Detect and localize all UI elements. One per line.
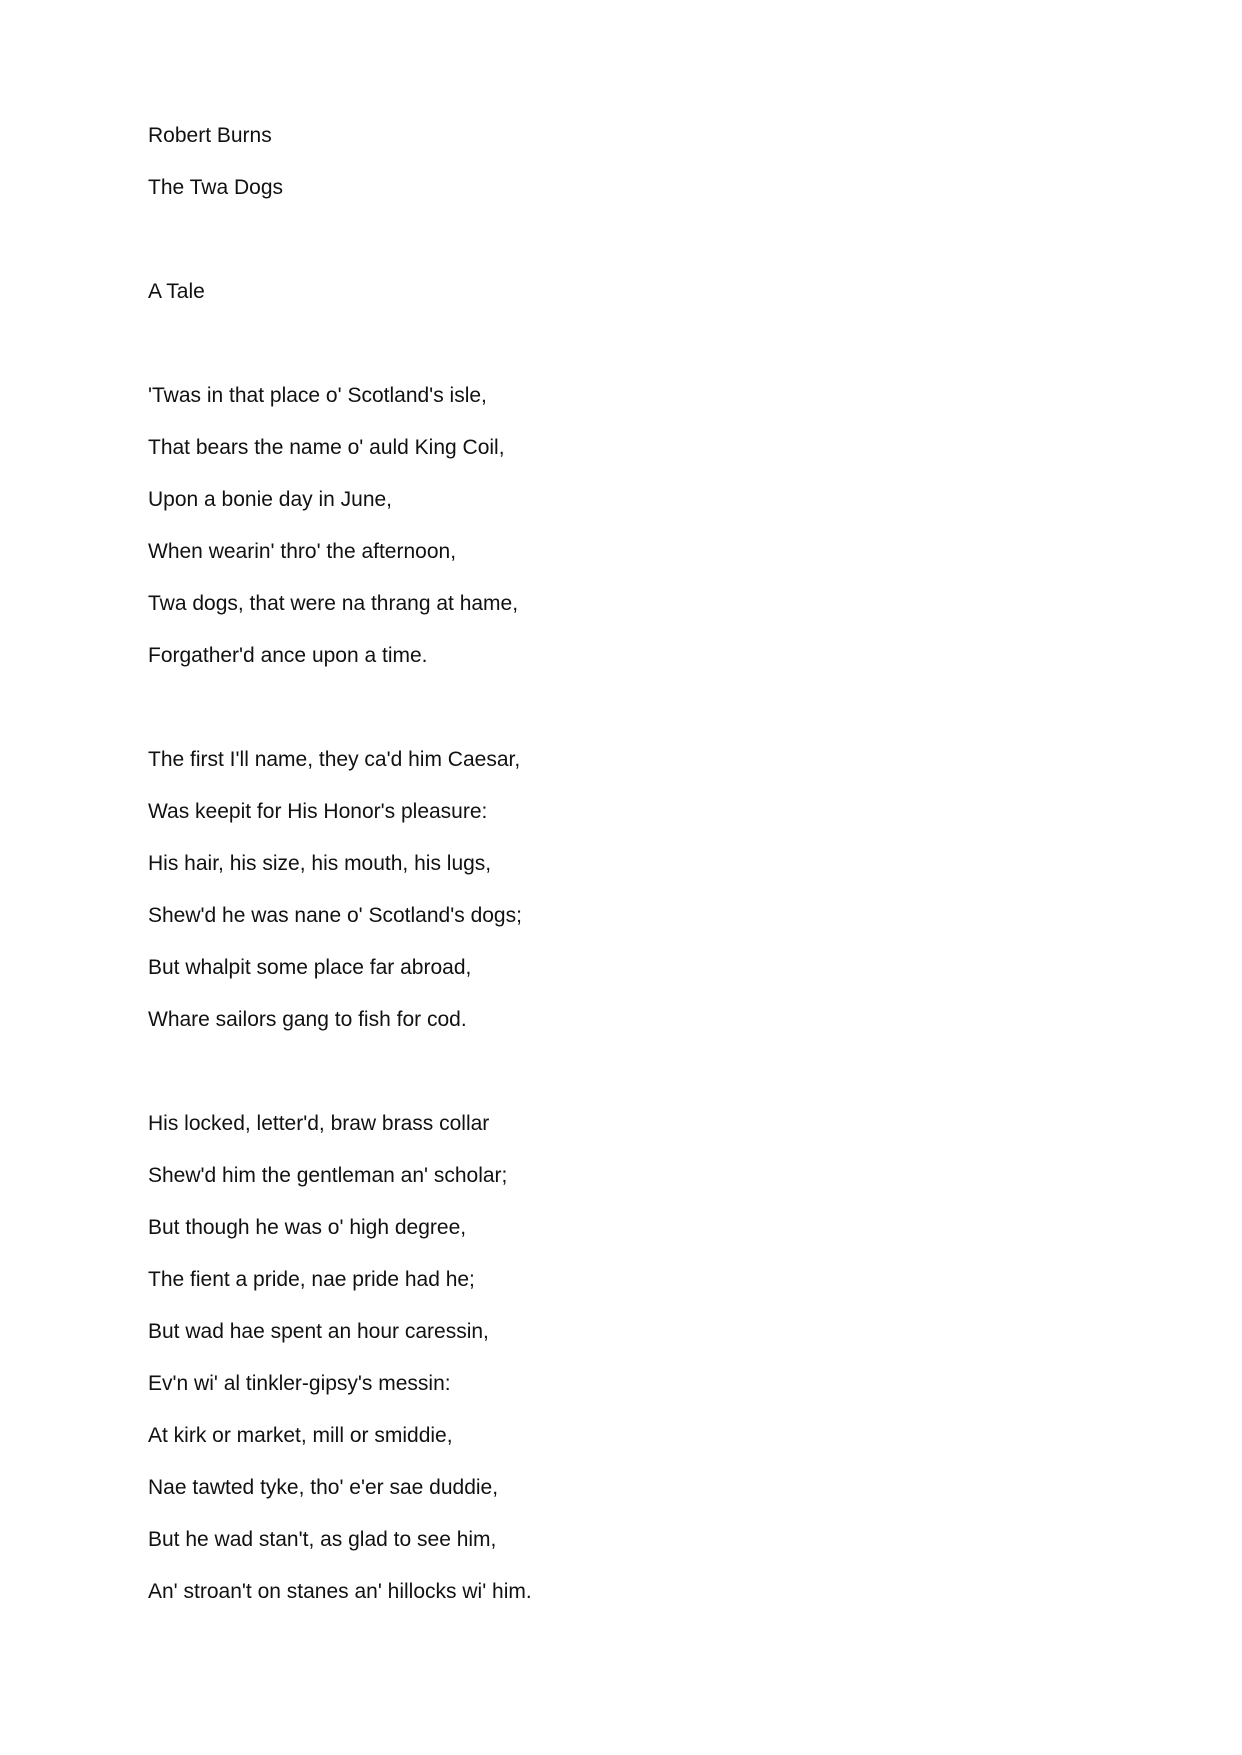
verse-line: Forgather'd ance upon a time. bbox=[148, 644, 428, 667]
verse-line: Shew'd he was nane o' Scotland's dogs; bbox=[148, 904, 522, 927]
blank-line bbox=[148, 682, 1128, 734]
stanza-2 bbox=[148, 734, 1128, 1046]
verse-line: His hair, his size, his mouth, his lugs, bbox=[148, 852, 492, 875]
author-name: Robert Burns bbox=[148, 124, 272, 147]
verse-line: But though he was o' high degree, bbox=[148, 1216, 467, 1239]
verse-line: But wad hae spent an hour caressin, bbox=[148, 1320, 489, 1343]
verse-line: But he wad stan't, as glad to see him, bbox=[148, 1528, 497, 1551]
verse-line: But whalpit some place far abroad, bbox=[148, 956, 472, 979]
verse-line: 'Twas in that place o' Scotland's isle, bbox=[148, 384, 487, 407]
stanza-3 bbox=[148, 1098, 1128, 1618]
verse-line: Nae tawted tyke, tho' e'er sae duddie, bbox=[148, 1476, 499, 1499]
verse-line: Whare sailors gang to fish for cod. bbox=[148, 1008, 467, 1031]
verse-line: The fient a pride, nae pride had he; bbox=[148, 1268, 475, 1291]
verse-line: Shew'd him the gentleman an' scholar; bbox=[148, 1164, 508, 1187]
verse-line: That bears the name o' auld King Coil, bbox=[148, 436, 505, 459]
blank-line bbox=[148, 1046, 1128, 1098]
verse-line: Ev'n wi' al tinkler-gipsy's messin: bbox=[148, 1372, 451, 1395]
verse-line: Upon a bonie day in June, bbox=[148, 488, 393, 511]
poem-subtitle: A Tale bbox=[148, 280, 205, 303]
verse-line: Twa dogs, that were na thrang at hame, bbox=[148, 592, 519, 615]
verse-line: At kirk or market, mill or smiddie, bbox=[148, 1424, 453, 1447]
verse-line: When wearin' thro' the afternoon, bbox=[148, 540, 457, 563]
verse-line: An' stroan't on stanes an' hillocks wi' him. bbox=[148, 1580, 532, 1603]
poem-body bbox=[148, 110, 1128, 1618]
verse-line: His locked, letter'd, braw brass collar bbox=[148, 1112, 490, 1135]
verse-line: Was keepit for His Honor's pleasure: bbox=[148, 800, 488, 823]
blank-line bbox=[148, 318, 1128, 370]
blank-line bbox=[148, 214, 1128, 266]
stanza-1 bbox=[148, 370, 1128, 682]
verse-line: The first I'll name, they ca'd him Caesar, bbox=[148, 748, 521, 771]
poem-title: The Twa Dogs bbox=[148, 176, 284, 199]
